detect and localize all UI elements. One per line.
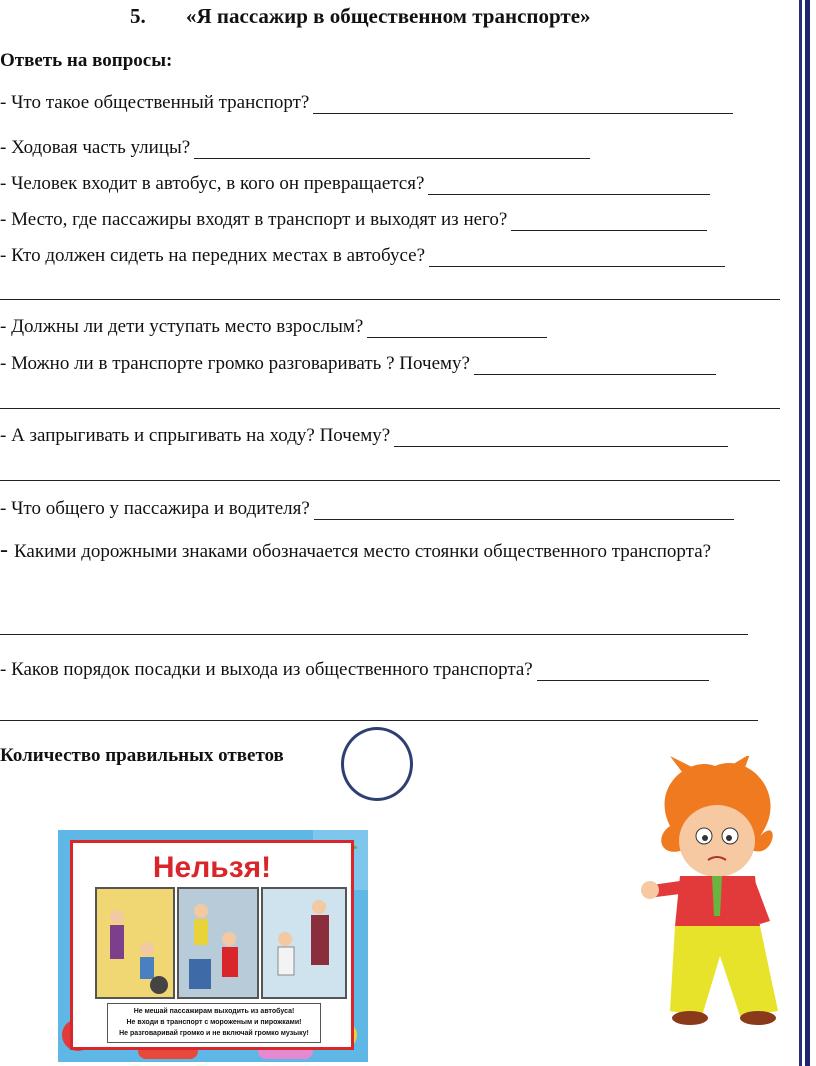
- poster-panel-ice-cream: [177, 887, 259, 999]
- correct-answers-label: Количество правильных ответов: [0, 745, 284, 766]
- question-2-text: - Ходовая часть улицы?: [0, 137, 191, 158]
- answer-line-5b[interactable]: [0, 299, 780, 300]
- answer-line-11b[interactable]: [0, 720, 758, 721]
- answer-line-4[interactable]: [511, 212, 707, 231]
- rules-poster: [58, 830, 368, 1062]
- poster-panel-music: [261, 887, 347, 999]
- answer-line-5[interactable]: [429, 248, 725, 267]
- score-circle[interactable]: [341, 727, 413, 801]
- question-10-dash: -: [0, 537, 8, 563]
- poster-panel-bus-exit: [95, 887, 175, 999]
- question-7: [0, 353, 716, 375]
- answer-line-8[interactable]: [394, 428, 728, 447]
- passengers-icon: [97, 889, 173, 997]
- question-3: [0, 173, 710, 195]
- answer-line-6[interactable]: [367, 319, 547, 338]
- question-9-text: - Что общего у пассажира и водителя?: [0, 498, 310, 519]
- answer-line-11[interactable]: [537, 662, 709, 681]
- answer-line-10[interactable]: [0, 634, 748, 635]
- poster-rule-1: Не мешай пассажирам выходить из автобуса!: [133, 1008, 295, 1015]
- answer-line-8b[interactable]: [0, 480, 780, 481]
- answer-line-7b[interactable]: [0, 408, 780, 409]
- page-border: [799, 0, 816, 1066]
- answer-line-2[interactable]: [194, 140, 590, 159]
- answer-line-1[interactable]: [313, 95, 733, 114]
- passengers-icon-3: [263, 889, 345, 997]
- question-2: [0, 137, 590, 159]
- question-3-text: - Человек входит в автобус, в кого он превращается?: [0, 173, 425, 194]
- question-6: [0, 316, 547, 338]
- question-11-text: - Каков порядок посадки и выхода из общественного транспорта?: [0, 659, 533, 680]
- poster-rule-2: Не входи в транспорт с мороженым и пирожками!: [126, 1019, 302, 1026]
- question-5: [0, 245, 725, 267]
- passengers-icon-2: [179, 889, 257, 997]
- title-number: 5.: [130, 4, 146, 28]
- poster-rules-text: [107, 1003, 321, 1043]
- question-8-text: - А запрыгивать и спрыгивать на ходу? Почему?: [0, 425, 391, 446]
- question-1-text: - Что такое общественный транспорт?: [0, 92, 310, 113]
- question-8: [0, 425, 728, 447]
- answer-line-7[interactable]: [474, 356, 716, 375]
- question-9: [0, 498, 734, 520]
- poster-rule-3: Не разговаривай громко и не включай громко музыку!: [119, 1030, 309, 1037]
- question-4: [0, 209, 707, 231]
- question-10: [0, 534, 780, 568]
- question-11: [0, 659, 709, 681]
- question-5-text: - Кто должен сидеть на передних местах в автобусе?: [0, 245, 426, 266]
- poster-frame: [70, 840, 354, 1050]
- poster-title: Нельзя!: [152, 851, 272, 884]
- question-10-text: Какими дорожными знаками обозначается место стоянки общественного транспорта?: [14, 541, 712, 562]
- answer-line-3[interactable]: [428, 176, 710, 195]
- page-title: [130, 4, 591, 29]
- question-4-text: - Место, где пассажиры входят в транспорт и выходят из него?: [0, 209, 508, 230]
- instructions-heading: Ответь на вопросы:: [0, 50, 173, 71]
- answer-line-9[interactable]: [314, 501, 734, 520]
- title-text: «Я пассажир в общественном транспорте»: [186, 4, 591, 28]
- question-6-text: - Должны ли дети уступать место взрослым?: [0, 316, 364, 337]
- cartoon-boy-icon: [640, 756, 790, 1036]
- question-7-text: - Можно ли в транспорте громко разговаривать ? Почему?: [0, 353, 470, 374]
- question-1: [0, 92, 733, 114]
